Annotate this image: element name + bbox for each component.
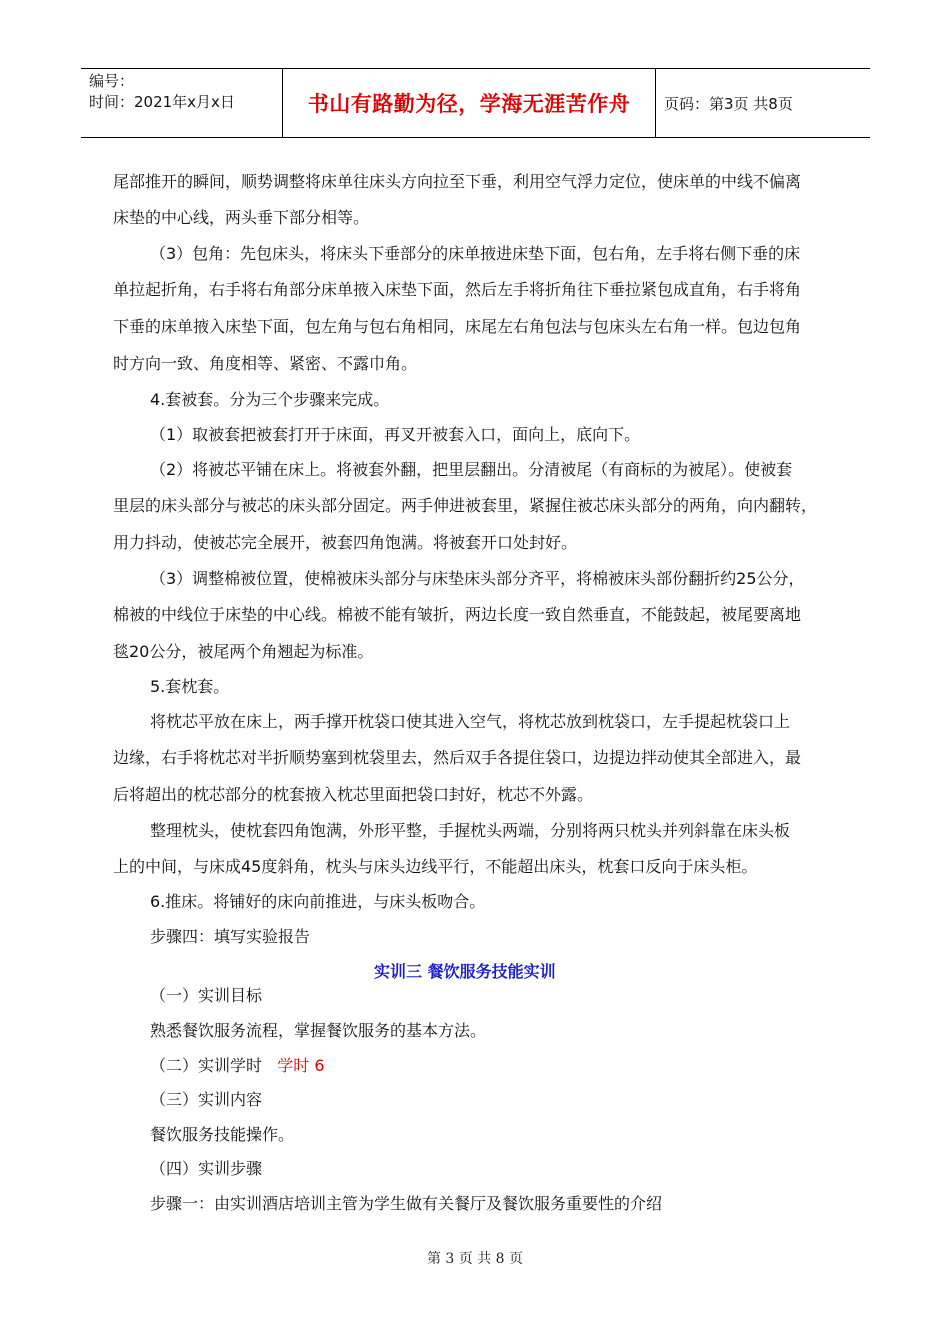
text-line: 整理枕头，使枕套四角饱满，外形平整，手握枕头两端，分别将两只枕头并列斜靠在床头板 bbox=[150, 821, 791, 840]
page-footer: 第 3 页 共 8 页 bbox=[426, 1251, 524, 1267]
document-header bbox=[81, 68, 870, 138]
text-line: 下垂的床单掖入床垫下面，包左角与包右角相同，床尾左右角包法与包床头左右角一样。包边包角 bbox=[113, 317, 802, 336]
text-line: 里层的床头部分与被芯的床头部分固定。两手伸进被套里，紧握住被芯床头部分的两角，向内翻转， bbox=[113, 496, 818, 515]
subsection-heading: （四）实训步骤 bbox=[150, 1159, 263, 1178]
text-line: 将枕芯平放在床上，两手撑开枕袋口使其进入空气，将枕芯放到枕袋口，左手提起枕袋口上 bbox=[150, 712, 791, 731]
text-line: 餐饮服务技能操作。 bbox=[150, 1125, 295, 1144]
text-line: 用力抖动，使被芯完全展开，被套四角饱满。将被套开口处封好。 bbox=[113, 533, 578, 552]
text-line: （1）取被套把被套打开于床面，再叉开被套入口，面向上，底向下。 bbox=[150, 425, 641, 444]
text-line: 熟悉餐饮服务流程，掌握餐饮服务的基本方法。 bbox=[150, 1021, 487, 1040]
text-line: 毯20公分，被尾两个角翘起为标准。 bbox=[113, 642, 374, 661]
step-heading: 步骤四：填写实验报告 bbox=[150, 927, 311, 946]
text-line: （2）将被芯平铺在床上。将被套外翻，把里层翻出。分清被尾（有商标的为被尾）。使被套 bbox=[150, 460, 793, 479]
section-title: 实训三 餐饮服务技能实训 bbox=[374, 962, 556, 981]
subsection-heading: （一）实训目标 bbox=[150, 986, 263, 1005]
study-hours: 学时 6 bbox=[277, 1056, 325, 1075]
text-line: 单拉起折角，右手将右角部分床单掖入床垫下面，然后左手将折角往下垂拉紧包成直角，右手将角 bbox=[113, 280, 802, 299]
text-line: 4.套被套。分为三个步骤来完成。 bbox=[150, 390, 390, 409]
time-label: 时间：2021年x月x日 bbox=[89, 93, 235, 111]
text-line: （3）调整棉被位置，使棉被床头部分与床垫床头部分齐平，将棉被床头部份翻折约25公分， bbox=[150, 569, 805, 588]
subsection-heading bbox=[150, 1056, 325, 1076]
subsection-heading: （三）实训内容 bbox=[150, 1090, 263, 1109]
text-line: 5.套枕套。 bbox=[150, 677, 230, 696]
hours-label: （二）实训学时 bbox=[150, 1056, 263, 1075]
header-meta bbox=[81, 69, 281, 139]
text-line: 床垫的中心线，两头垂下部分相等。 bbox=[113, 208, 370, 227]
text-line: 时方向一致、角度相等、紧密、不露巾角。 bbox=[113, 354, 418, 373]
text-line: 尾部推开的瞬间，顺势调整将床单往床头方向拉至下垂，利用空气浮力定位，使床单的中线不偏离 bbox=[113, 172, 802, 191]
header-motto: 书山有路勤为径，学海无涯苦作舟 bbox=[282, 69, 656, 137]
text-line: 6.推床。将铺好的床向前推进，与床头板吻合。 bbox=[150, 892, 486, 911]
text-line: 边缘，右手将枕芯对半折顺势塞到枕袋里去，然后双手各提住袋口，边提边拌动使其全部进入，最 bbox=[113, 748, 802, 767]
text-line: 后将超出的枕芯部分的枕套掖入枕芯里面把袋口封好，枕芯不外露。 bbox=[113, 785, 594, 804]
number-label: 编号： bbox=[89, 72, 135, 90]
text-line: 上的中间，与床成45度斜角，枕头与床头边线平行，不能超出床头，枕套口反向于床头柜。 bbox=[113, 857, 758, 876]
step-heading: 步骤一：由实训酒店培训主管为学生做有关餐厅及餐饮服务重要性的介绍 bbox=[150, 1194, 663, 1213]
text-line: 棉被的中线位于床垫的中心线。棉被不能有皱折，两边长度一致自然垂直，不能鼓起，被尾要离地 bbox=[113, 605, 802, 624]
text-line: （3）包角：先包床头，将床头下垂部分的床单掖进床垫下面，包右角，左手将右侧下垂的床 bbox=[150, 244, 801, 263]
header-page-label: 页码：第3页 共8页 bbox=[664, 94, 793, 113]
